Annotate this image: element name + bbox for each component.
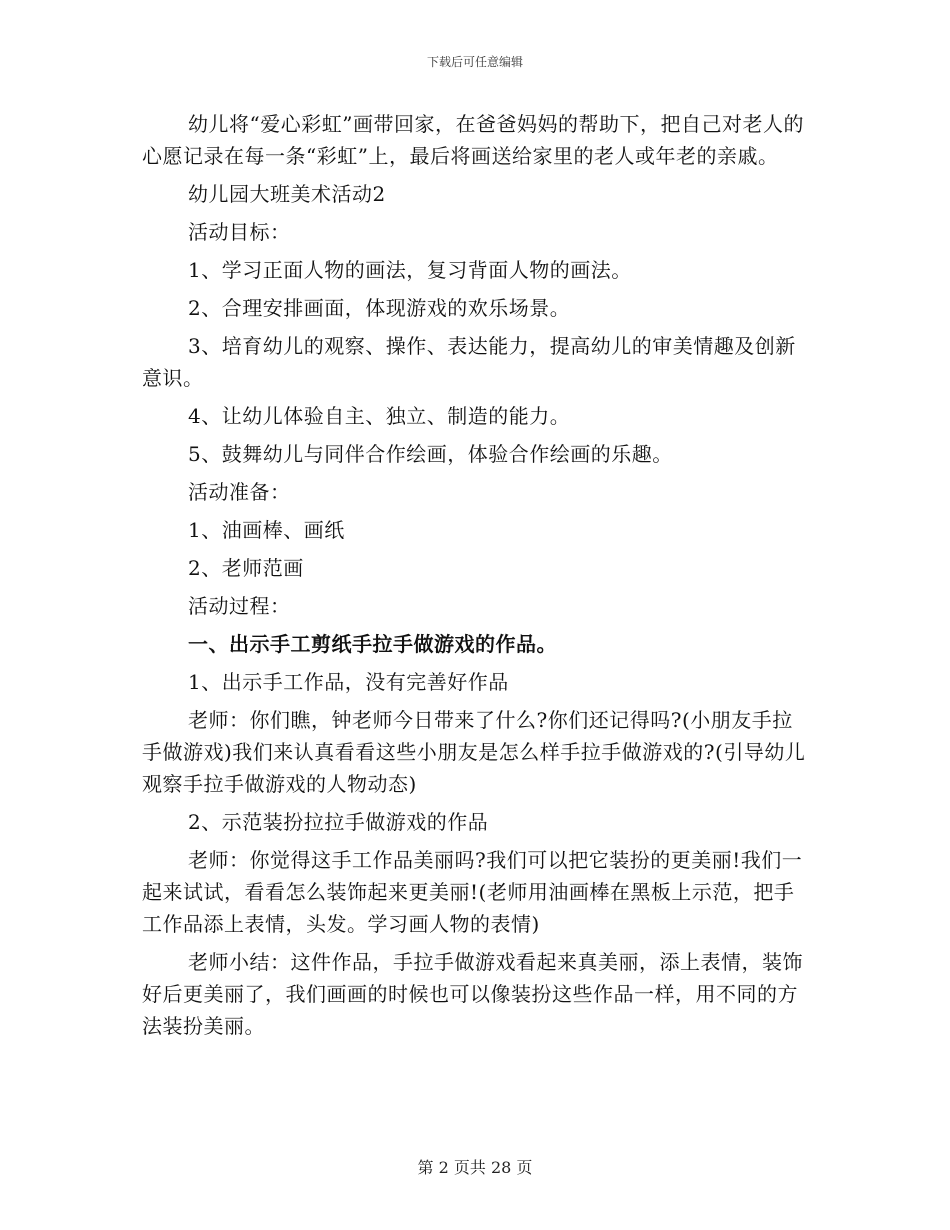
paragraph-18: 老师小结：这件作品，手拉手做游戏看起来真美丽，添上表情，装饰好后更美丽了，我们画画的时候也可以像装扮这些作品一样，用不同的方法装扮美丽。 (142, 950, 803, 1038)
paragraph-8: 5、鼓舞幼儿与同伴合作绘画，体验合作绘画的乐趣。 (188, 442, 673, 466)
paragraph-7: 4、让幼儿体验自主、独立、制造的能力。 (188, 404, 571, 428)
paragraph-17: 老师：你觉得这手工作品美丽吗?我们可以把它装扮的更美丽!我们一起来试试，看看怎么装饰起来更美丽!(老师用油画棒在黑板上示范，把手工作品添上表情，头发。学习画人物的表情) (142, 848, 803, 936)
paragraph-15: 老师：你们瞧，钟老师今日带来了什么?你们还记得吗?(小朋友手拉手做游戏)我们来认真看看这些小朋友是怎么样手拉手做游戏的?(引导幼儿观察手拉手做游戏的人物动态) (142, 708, 806, 796)
paragraph-9: 活动准备： (188, 480, 291, 504)
paragraph-10: 1、油画棒、画纸 (188, 518, 345, 542)
section-heading: 一、出示手工剪纸手拉手做游戏的作品。 (188, 632, 557, 656)
paragraph-16: 2、示范装扮拉拉手做游戏的作品 (188, 810, 489, 834)
paragraph-12: 活动过程： (188, 594, 291, 618)
page-header: 下载后可任意编辑 (426, 55, 523, 69)
document-body (142, 108, 808, 1048)
paragraph-6: 3、培育幼儿的观察、操作、表达能力，提高幼儿的审美情趣及创新意识。 (142, 334, 796, 390)
paragraph-2: 幼儿园大班美术活动2 (188, 182, 386, 206)
paragraph-11: 2、老师范画 (188, 556, 304, 580)
paragraph-4: 1、学习正面人物的画法，复习背面人物的画法。 (188, 258, 632, 282)
paragraph-14: 1、出示手工作品，没有完善好作品 (188, 670, 509, 694)
paragraph-3: 活动目标： (188, 220, 291, 244)
paragraph-5: 2、合理安排画面，体现游戏的欢乐场景。 (188, 296, 571, 320)
page-footer: 第 2 页共 28 页 (417, 1158, 533, 1177)
paragraph-1: 幼儿将“爱心彩虹”画带回家，在爸爸妈妈的帮助下，把自己对老人的心愿记录在每一条“彩虹”上，最后将画送给家里的老人或年老的亲戚。 (142, 112, 804, 168)
